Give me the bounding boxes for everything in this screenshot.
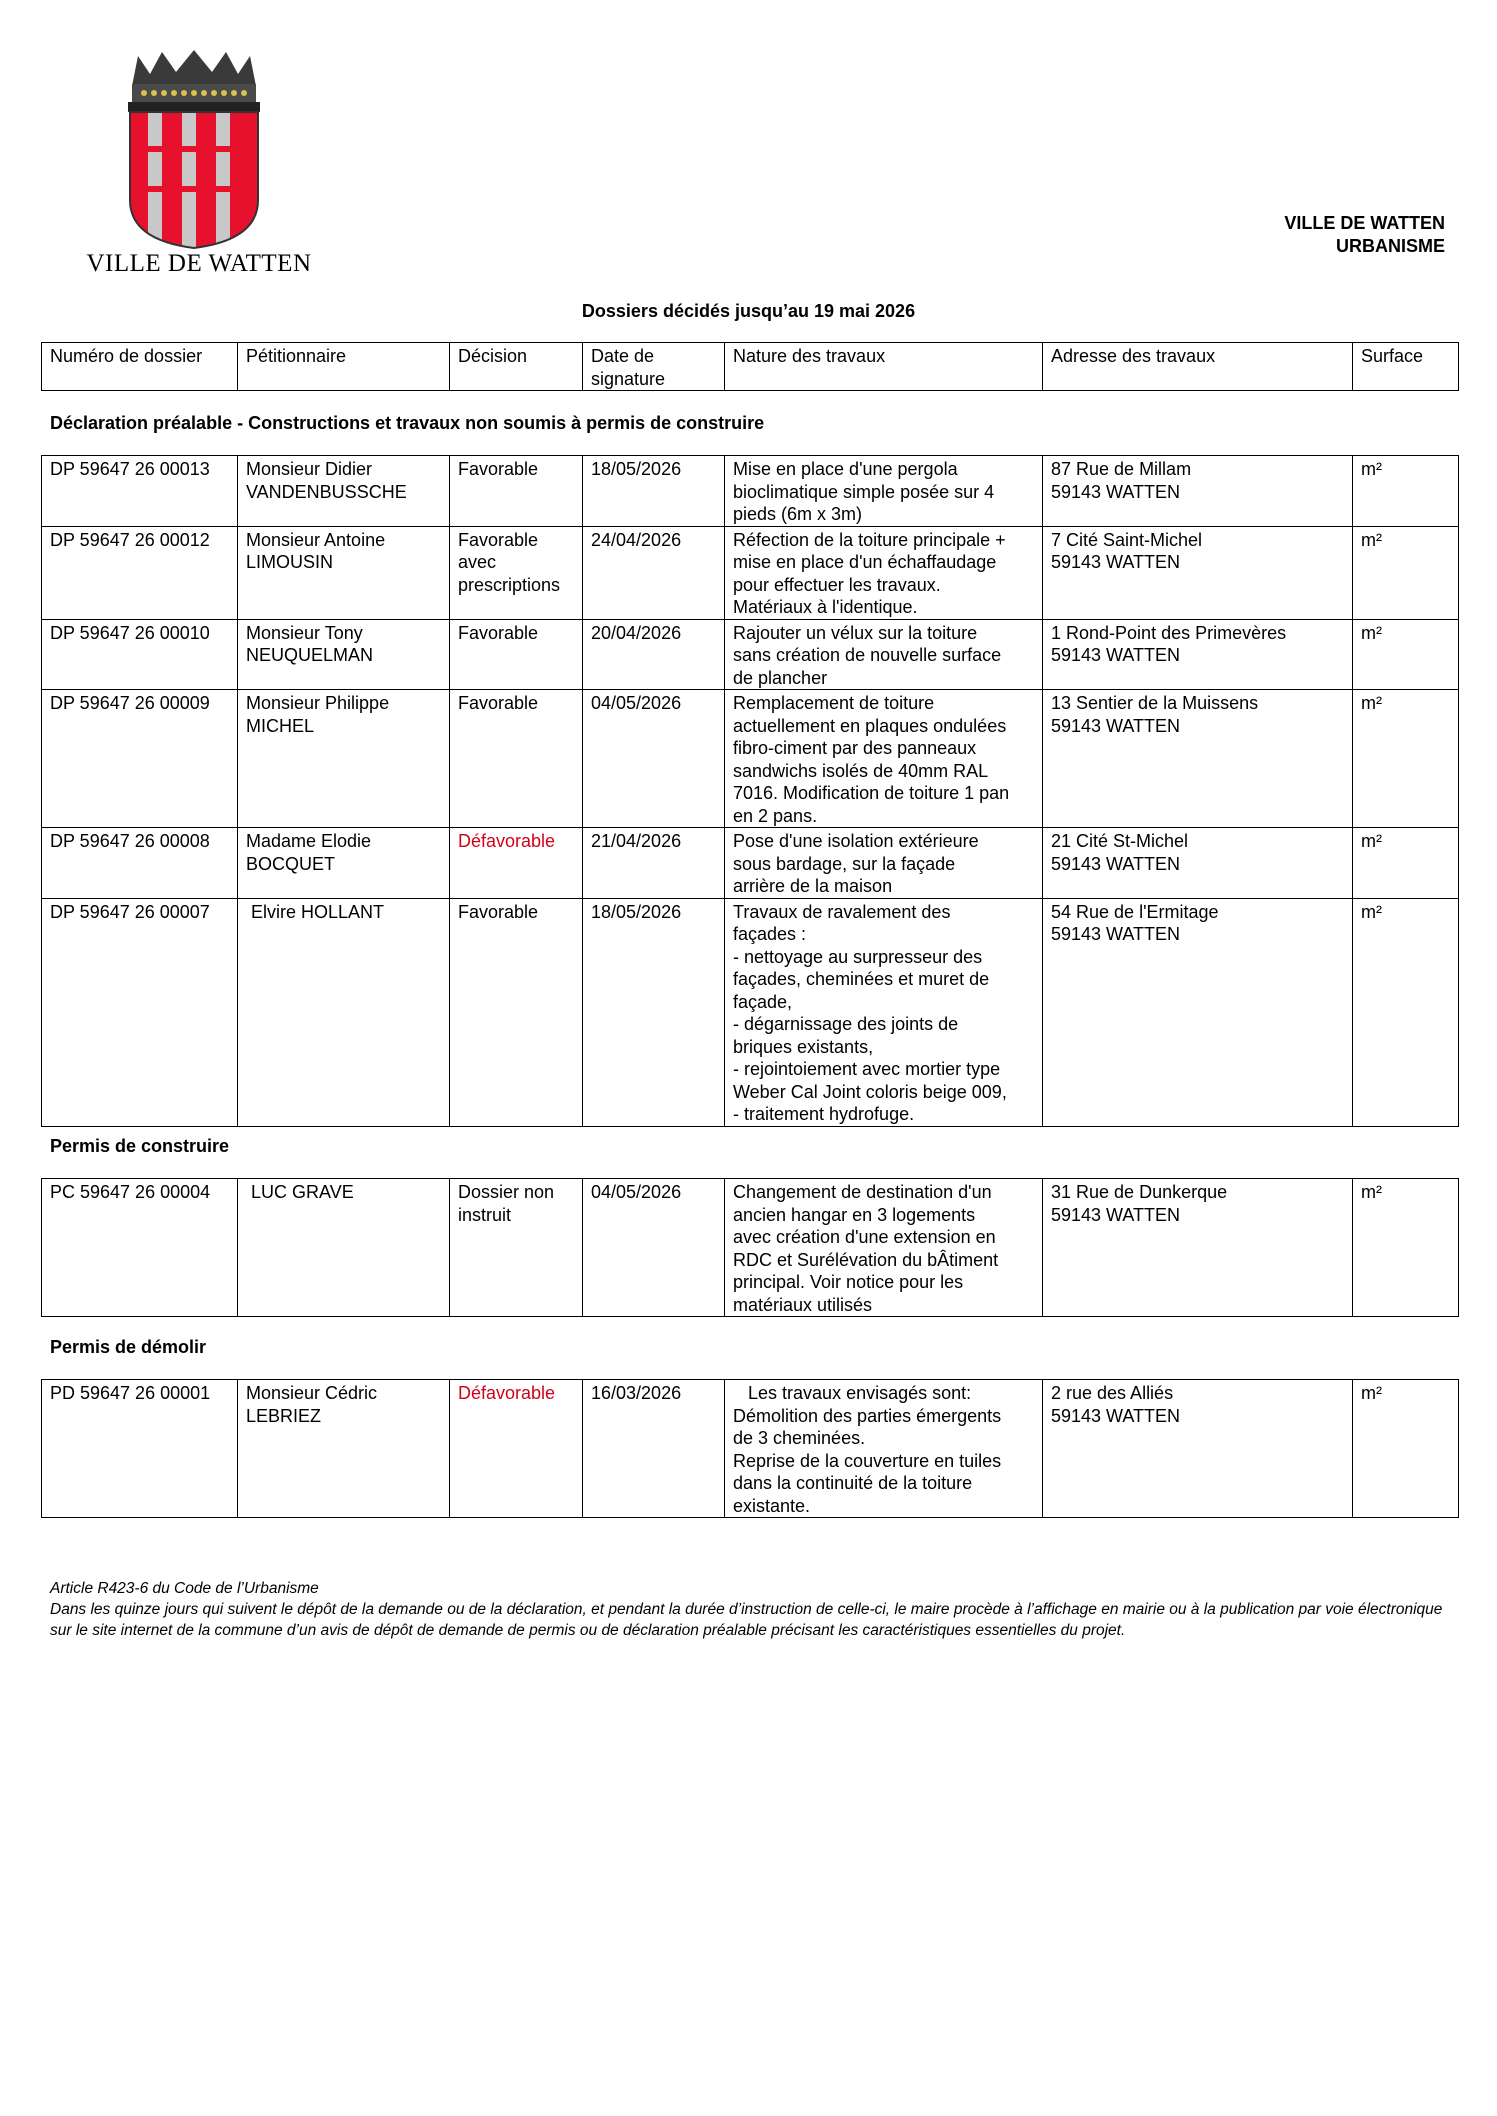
org-name: VILLE DE WATTEN (1284, 213, 1445, 233)
column-header-nature: Nature des travaux (725, 343, 1043, 391)
table-row (42, 1179, 1459, 1317)
cell-petitionnaire: Monsieur Antoine LIMOUSIN (238, 526, 450, 619)
coat-of-arms-icon (124, 50, 264, 250)
cell-adresse: 7 Cité Saint-Michel 59143 WATTEN (1043, 526, 1353, 619)
cell-surface: m² (1353, 456, 1459, 527)
table-row (42, 690, 1459, 828)
column-header-numero: Numéro de dossier (42, 343, 238, 391)
cell-nature: Réfection de la toiture principale + mise en place d'un échaffaudage pour effectuer les travaux. Matériaux à l'identique. (725, 526, 1043, 619)
cell-numero: DP 59647 26 00008 (42, 828, 238, 899)
cell-numero: PD 59647 26 00001 (42, 1380, 238, 1518)
cell-numero: DP 59647 26 00012 (42, 526, 238, 619)
cell-surface: m² (1353, 690, 1459, 828)
cell-numero: PC 59647 26 00004 (42, 1179, 238, 1317)
cell-date: 04/05/2026 (583, 690, 725, 828)
cell-date: 24/04/2026 (583, 526, 725, 619)
cell-decision: Défavorable (450, 1380, 583, 1518)
cell-surface: m² (1353, 1179, 1459, 1317)
column-header-petitionnaire: Pétitionnaire (238, 343, 450, 391)
cell-adresse: 87 Rue de Millam 59143 WATTEN (1043, 456, 1353, 527)
legal-title: Article R423-6 du Code de l’Urbanisme (50, 1580, 319, 1597)
cell-adresse: 13 Sentier de la Muissens 59143 WATTEN (1043, 690, 1353, 828)
cell-adresse: 31 Rue de Dunkerque 59143 WATTEN (1043, 1179, 1353, 1317)
cell-petitionnaire: Monsieur Didier VANDENBUSSCHE (238, 456, 450, 527)
cell-numero: DP 59647 26 00009 (42, 690, 238, 828)
cell-nature: Les travaux envisagés sont: Démolition des parties émergents de 3 cheminées. Reprise de la couverture en tuiles dans la continuité de la toiture existante. (725, 1380, 1043, 1518)
cell-numero: DP 59647 26 00007 (42, 898, 238, 1126)
cell-nature: Pose d'une isolation extérieure sous bardage, sur la façade arrière de la maison (725, 828, 1043, 899)
table-row (42, 1380, 1459, 1518)
cell-decision: Favorable (450, 456, 583, 527)
cell-nature: Mise en place d'une pergola bioclimatique simple posée sur 4 pieds (6m x 3m) (725, 456, 1043, 527)
cell-petitionnaire: Monsieur Philippe MICHEL (238, 690, 450, 828)
cell-nature: Changement de destination d'un ancien hangar en 3 logements avec création d'une extension en RDC et Surélévation du bÂtiment principal. Voir notice pour les matériaux utilisés (725, 1179, 1043, 1317)
cell-adresse: 21 Cité St-Michel 59143 WATTEN (1043, 828, 1353, 899)
column-header-surface: Surface (1353, 343, 1459, 391)
cell-date: 21/04/2026 (583, 828, 725, 899)
cell-adresse: 2 rue des Alliés 59143 WATTEN (1043, 1380, 1353, 1518)
cell-nature: Travaux de ravalement des façades : - nettoyage au surpresseur des façades, cheminées et muret de façade, - dégarnissage des joints de briques existants, - rejointoiement avec mortier type Weber Cal Joint coloris beige 009, - traitement hydrofuge. (725, 898, 1043, 1126)
cell-petitionnaire: Monsieur Cédric LEBRIEZ (238, 1380, 450, 1518)
cell-decision: Favorable (450, 619, 583, 690)
cell-nature: Remplacement de toiture actuellement en plaques ondulées fibro-ciment par des panneaux sandwichs isolés de 40mm RAL 7016. Modification de toiture 1 pan en 2 pans. (725, 690, 1043, 828)
table-row (42, 898, 1459, 1126)
cell-surface: m² (1353, 828, 1459, 899)
section-title-permis-construire: Permis de construire (50, 1136, 230, 1156)
cell-decision: Favorable (450, 690, 583, 828)
cell-date: 20/04/2026 (583, 619, 725, 690)
cell-petitionnaire: Elvire HOLLANT (238, 898, 450, 1126)
cell-decision: Favorable avec prescriptions (450, 526, 583, 619)
cell-date: 16/03/2026 (583, 1380, 725, 1518)
table-permis-construire (41, 1178, 1459, 1317)
legal-notice (50, 1578, 1450, 1641)
table-permis-demolir (41, 1379, 1459, 1518)
cell-adresse: 54 Rue de l'Ermitage 59143 WATTEN (1043, 898, 1353, 1126)
cell-surface: m² (1353, 1380, 1459, 1518)
section-title-declaration: Déclaration préalable - Constructions et travaux non soumis à permis de construire (50, 413, 765, 433)
cell-surface: m² (1353, 619, 1459, 690)
column-header-adresse: Adresse des travaux (1043, 343, 1353, 391)
cell-decision: Favorable (450, 898, 583, 1126)
cell-decision: Dossier non instruit (450, 1179, 583, 1317)
column-header-date: Date de signature (583, 343, 725, 391)
cell-surface: m² (1353, 526, 1459, 619)
section-title-permis-demolir: Permis de démolir (50, 1337, 207, 1357)
logo-caption: VILLE DE WATTEN (86, 250, 312, 277)
cell-nature: Rajouter un vélux sur la toiture sans création de nouvelle surface de plancher (725, 619, 1043, 690)
column-header-decision: Décision (450, 343, 583, 391)
column-header-table (41, 342, 1459, 391)
table-row (42, 526, 1459, 619)
cell-date: 18/05/2026 (583, 456, 725, 527)
cell-decision: Défavorable (450, 828, 583, 899)
table-row (42, 828, 1459, 899)
org-department: URBANISME (1335, 236, 1445, 256)
cell-petitionnaire: Monsieur Tony NEUQUELMAN (238, 619, 450, 690)
document-title: Dossiers décidés jusqu’au 19 mai 2026 (581, 301, 916, 321)
column-header-row (42, 343, 1459, 391)
organization-block (1284, 212, 1445, 258)
table-row (42, 456, 1459, 527)
cell-petitionnaire: LUC GRAVE (238, 1179, 450, 1317)
cell-adresse: 1 Rond-Point des Primevères 59143 WATTEN (1043, 619, 1353, 690)
city-logo (72, 50, 322, 285)
table-row (42, 619, 1459, 690)
cell-petitionnaire: Madame Elodie BOCQUET (238, 828, 450, 899)
cell-numero: DP 59647 26 00013 (42, 456, 238, 527)
cell-date: 04/05/2026 (583, 1179, 725, 1317)
cell-date: 18/05/2026 (583, 898, 725, 1126)
legal-text: Dans les quinze jours qui suivent le dépôt de la demande ou de la déclaration, et pendant la durée d’instruction de celle-ci, le maire procède à l’affichage en mairie ou à la publication par voie électronique sur le site internet de la commune d’un avis de dépôt de demande de permis ou de déclaration préalable précisant les caractéristiques essentielles du projet. (50, 1601, 1443, 1639)
cell-surface: m² (1353, 898, 1459, 1126)
table-declaration-prealable (41, 455, 1459, 1127)
cell-numero: DP 59647 26 00010 (42, 619, 238, 690)
